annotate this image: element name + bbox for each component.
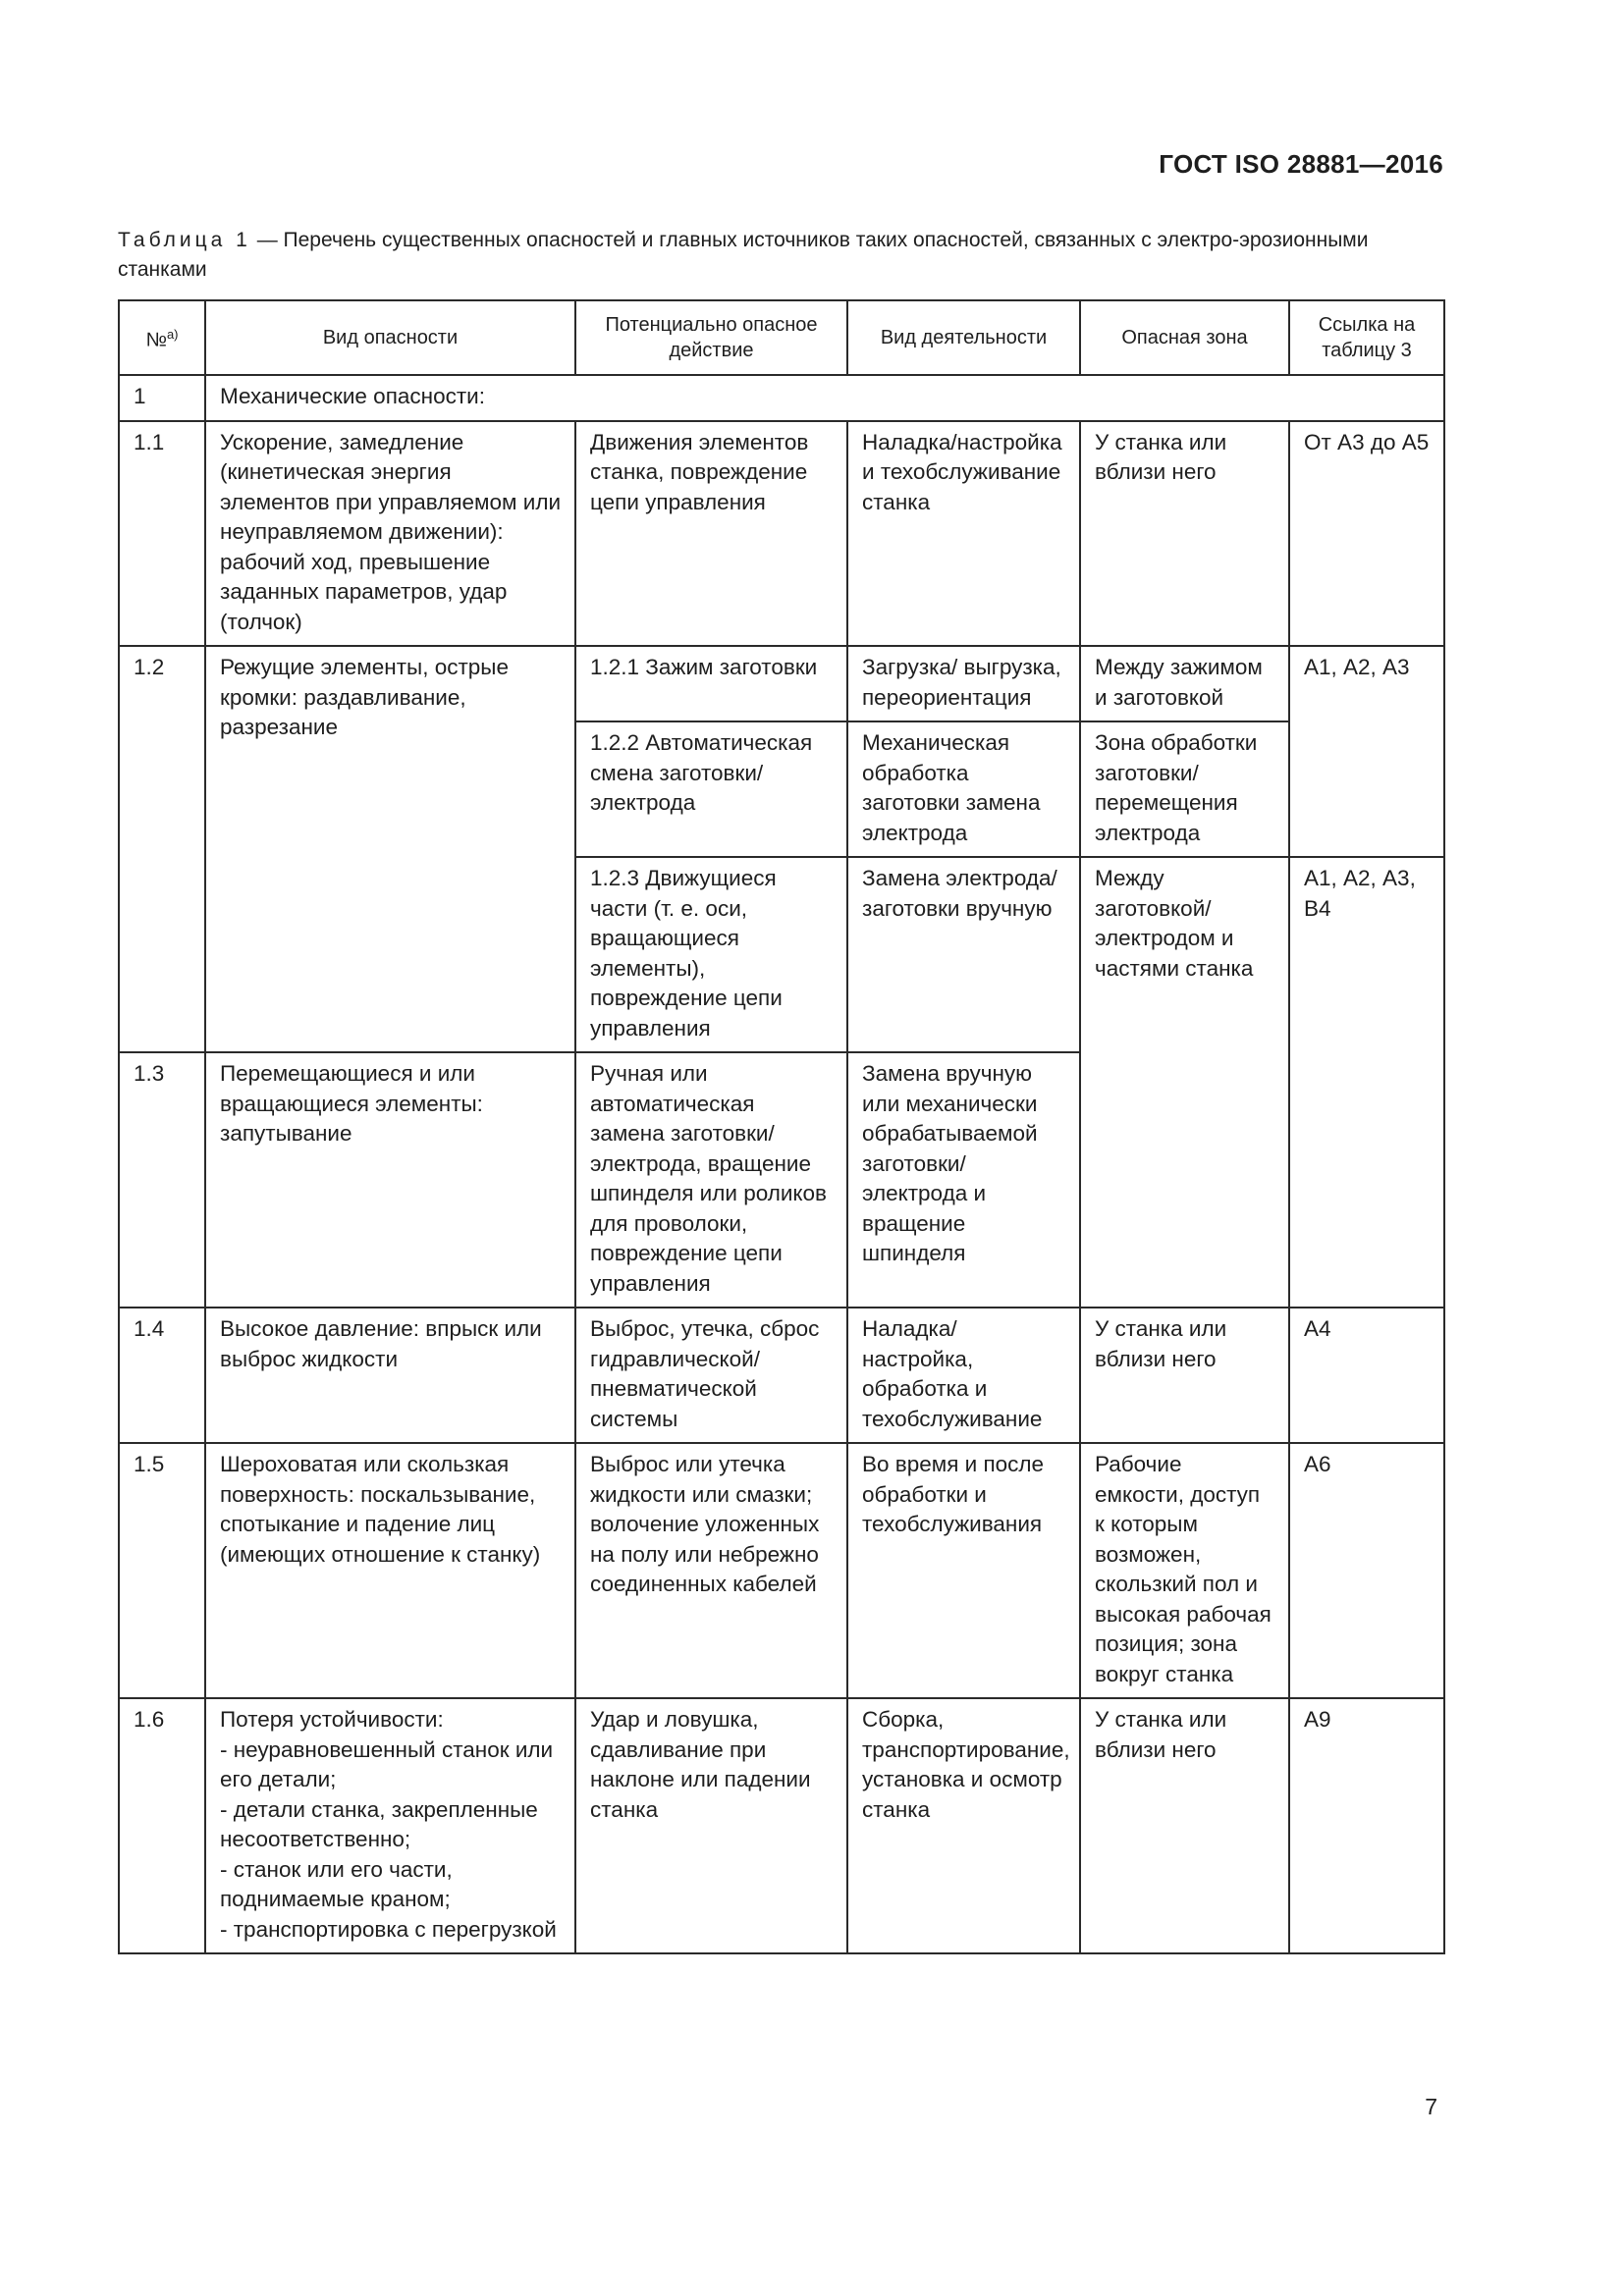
- row-danger-zone: Между зажимом и заготовкой: [1080, 646, 1289, 721]
- row-num: 1: [119, 375, 205, 421]
- row-reference: А1, А2, А3: [1289, 646, 1444, 857]
- row-num: 1.2: [119, 646, 205, 1052]
- row-reference: А6: [1289, 1443, 1444, 1698]
- row-hazard-action: Ручная или автоматическая замена заготовки/электрода, вращение шпинделя или роликов для проволоки, повреждение цепи управления: [575, 1052, 847, 1308]
- row-activity: Сборка, транспортирование, установка и осмотр станка: [847, 1698, 1080, 1953]
- table-row: [119, 646, 1444, 721]
- hazard-type-item: - неуравновешенный станок или его детали;: [220, 1736, 554, 1791]
- row-danger-zone: Рабочие емкости, доступ к которым возможен, скользкий пол и высокая рабочая позиция; зона вокруг станка: [1080, 1443, 1289, 1698]
- header-activity: Вид деятельности: [847, 300, 1080, 375]
- row-hazard-action: Движения элементов станка, повреждение цепи управления: [575, 421, 847, 647]
- row-hazard-action: Выброс или утечка жидкости или смазки; волочение уложенных на полу или небрежно соединенных кабелей: [575, 1443, 847, 1698]
- header-hazard-action: Потенциально опасное действие: [575, 300, 847, 375]
- row-danger-zone: У станка или вблизи него: [1080, 1698, 1289, 1953]
- row-danger-zone: Между заготовкой/электродом и частями станка: [1080, 857, 1289, 1308]
- table-row: [119, 1443, 1444, 1698]
- hazard-type-item: - детали станка, закрепленные несоответственно;: [220, 1796, 538, 1851]
- row-activity: Наладка/настройка, обработка и техобслуживание: [847, 1308, 1080, 1443]
- row-hazard-type: Ускорение, замедление (кинетическая энергия элементов при управляемом или неуправляемом движении): рабочий ход, превышение заданных параметров, удар (толчок): [205, 421, 575, 647]
- row-activity: Замена электрода/заготовки вручную: [847, 857, 1080, 1052]
- row-activity: Загрузка/ выгрузка, переориентация: [847, 646, 1080, 721]
- row-hazard-action: 1.2.2 Автоматическая смена заготовки/электрода: [575, 721, 847, 857]
- row-activity: Наладка/настройка и техобслуживание станка: [847, 421, 1080, 647]
- table-row: [119, 1308, 1444, 1443]
- row-num: 1.1: [119, 421, 205, 647]
- row-hazard-type: [205, 1698, 575, 1953]
- header-reference: Ссылка на таблицу 3: [1289, 300, 1444, 375]
- row-danger-zone: У станка или вблизи него: [1080, 421, 1289, 647]
- table-row: [119, 1698, 1444, 1953]
- hazard-type-item: - станок или его части, поднимаемые краном;: [220, 1856, 453, 1911]
- row-num: 1.6: [119, 1698, 205, 1953]
- row-reference: А9: [1289, 1698, 1444, 1953]
- header-hazard-type: Вид опасности: [205, 300, 575, 375]
- hazard-type-item: - транспортировка с перегрузкой: [220, 1916, 557, 1942]
- row-hazard-action: Удар и ловушка, сдавливание при наклоне или падении станка: [575, 1698, 847, 1953]
- row-activity: Во время и после обработки и техобслуживания: [847, 1443, 1080, 1698]
- document-standard-code: ГОСТ ISO 28881—2016: [1159, 149, 1443, 179]
- row-hazard-action: Выброс, утечка, сброс гидравлической/ пневматической системы: [575, 1308, 847, 1443]
- table-caption-text: — Перечень существенных опасностей и главных источников таких опасностей, связанных с электро-эрозионными станками: [118, 229, 1369, 281]
- row-hazard-type: Перемещающиеся и или вращающиеся элементы: запутывание: [205, 1052, 575, 1308]
- row-hazard-type: Высокое давление: впрыск или выброс жидкости: [205, 1308, 575, 1443]
- table-caption-label: Таблица 1: [118, 229, 251, 251]
- row-reference: А4: [1289, 1308, 1444, 1443]
- row-hazard-type: Шероховатая или скользкая поверхность: поскальзывание, спотыкание и падение лиц (имеющих отношение к станку): [205, 1443, 575, 1698]
- table-row: [119, 421, 1444, 647]
- row-num: 1.4: [119, 1308, 205, 1443]
- row-hazard-group: Механические опасности:: [205, 375, 1444, 421]
- row-hazard-type: Режущие элементы, острые кромки: раздавливание, разрезание: [205, 646, 575, 1052]
- row-reference: От А3 до А5: [1289, 421, 1444, 647]
- hazards-table: [118, 299, 1445, 1954]
- table-row: [119, 375, 1444, 421]
- header-num: №$^{a)}$: [119, 300, 205, 375]
- table-caption: [118, 226, 1443, 285]
- row-hazard-action: 1.2.1 Зажим заготовки: [575, 646, 847, 721]
- row-num: 1.3: [119, 1052, 205, 1308]
- row-reference: А1, А2, А3, В4: [1289, 857, 1444, 1308]
- row-danger-zone: Зона обработки заготовки/ перемещения электрода: [1080, 721, 1289, 857]
- row-danger-zone: У станка или вблизи него: [1080, 1308, 1289, 1443]
- row-num: 1.5: [119, 1443, 205, 1698]
- page-number: 7: [1425, 2094, 1437, 2119]
- header-danger-zone: Опасная зона: [1080, 300, 1289, 375]
- row-activity: Механическая обработка заготовки замена электрода: [847, 721, 1080, 857]
- row-activity: Замена вручную или механически обрабатываемой заготовки/электрода и вращение шпинделя: [847, 1052, 1080, 1308]
- row-hazard-action: 1.2.3 Движущиеся части (т. е. оси, вращающиеся элементы), повреждение цепи управления: [575, 857, 847, 1052]
- hazard-type-title: Потеря устойчивости:: [220, 1707, 444, 1732]
- table-header-row: [119, 300, 1444, 375]
